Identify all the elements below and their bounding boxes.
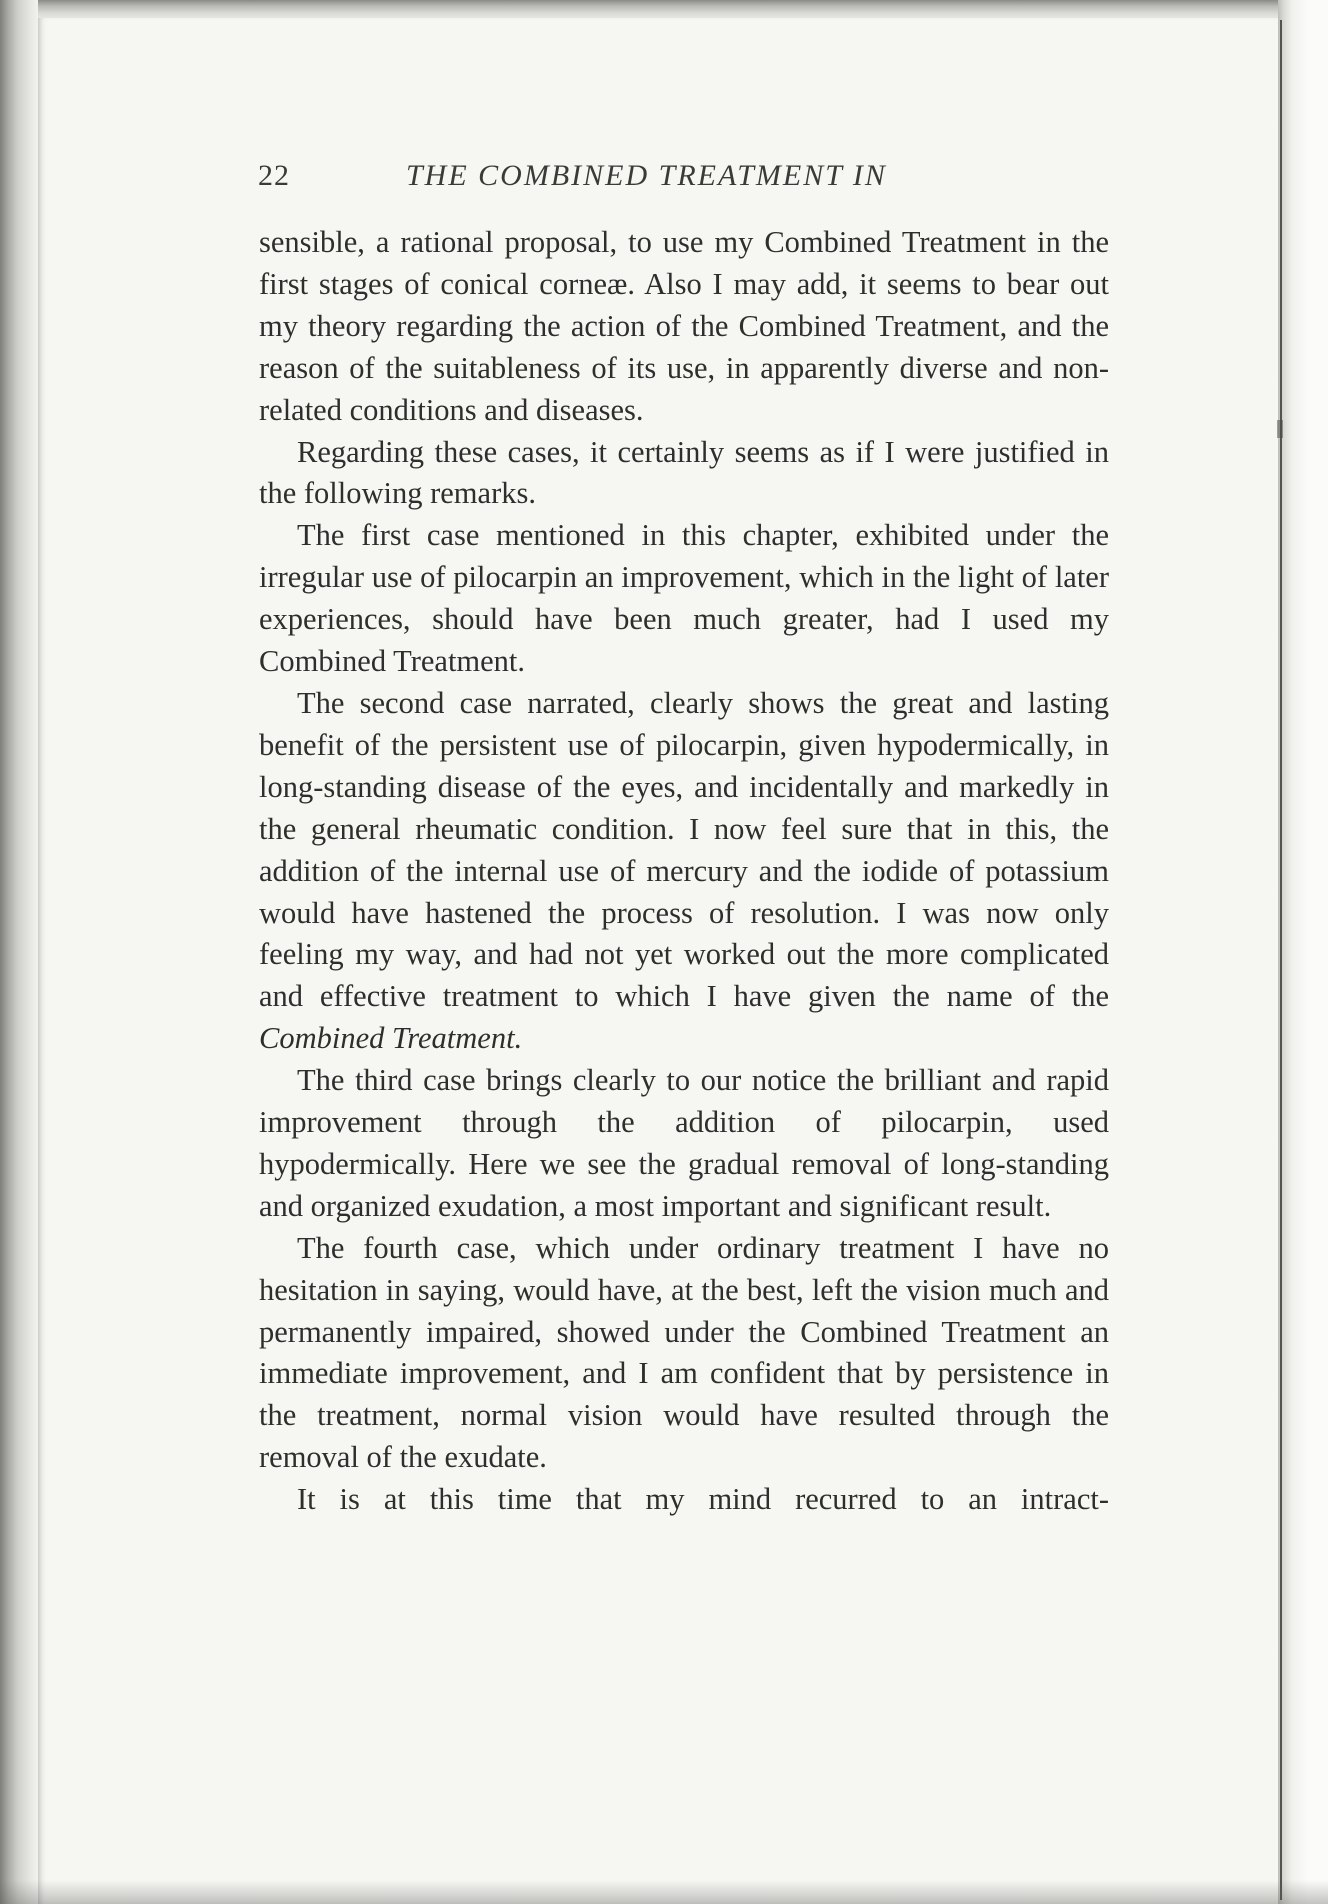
scan-bottom-shade	[0, 1880, 1328, 1904]
running-head: THE COMBINED TREATMENT IN	[406, 159, 887, 192]
paragraph-4	[259, 683, 1109, 1060]
paragraph-5: The third case brings clearly to our notice the brilliant and rapid improvement through the addition of pilocarpin, used hypodermically. Here we see the gradual removal of long-standing and organized exudation, a most important and significant result.	[259, 1063, 1109, 1223]
paragraph-4-emphasis: Combined Treatment.	[259, 1021, 523, 1056]
book-right-gutter	[1278, 0, 1328, 1904]
body-text	[259, 222, 1109, 1521]
page-header	[258, 155, 1108, 201]
paragraph-3: The first case mentioned in this chapter, exhibited under the irregular use of pilocarpin an improvement, which in the light of later experiences, should have been much greater, had I used my Combined Treatment.	[259, 518, 1109, 679]
book-left-edge	[0, 0, 38, 1904]
paragraph-2: Regarding these cases, it certainly seems as if I were justified in the following remarks.	[259, 434, 1109, 511]
page-edge-mark	[1277, 420, 1283, 438]
paragraph-4-text: The second case narrated, clearly shows the great and lasting benefit of the persistent use of pilocarpin, given hypodermically, in long-standing disease of the eyes, and incidentally and markedly in the general rheumatic condition. I now feel sure that in this, the addition of the internal use of mercury and the iodide of potassium would have hastened the process of resolution. I was now only feeling my way, and had not yet worked out the more complicated and effective treatment to which I have given the name of the	[259, 685, 1109, 1014]
page-edge-line	[1280, 20, 1282, 1900]
paragraph-7: It is at this time that my mind recurred to an intract-	[297, 1482, 1109, 1517]
paragraph-1: sensible, a rational proposal, to use my Combined Treatment in the first stages of conical corneæ. Also I may add, it seems to bear out my theory regarding the action of the Combined Treatment, and the reason of the suitableness of its use, in apparently diverse and non-related conditions and diseases.	[259, 225, 1109, 427]
paragraph-6: The fourth case, which under ordinary treatment I have no hesitation in saying, would have, at the best, left the vision much and permanently impaired, showed under the Combined Treatment an immediate improvement, and I am confident that by persistence in the treatment, normal vision would have resulted through the removal of the exudate.	[259, 1230, 1109, 1475]
page-number: 22	[258, 159, 290, 192]
